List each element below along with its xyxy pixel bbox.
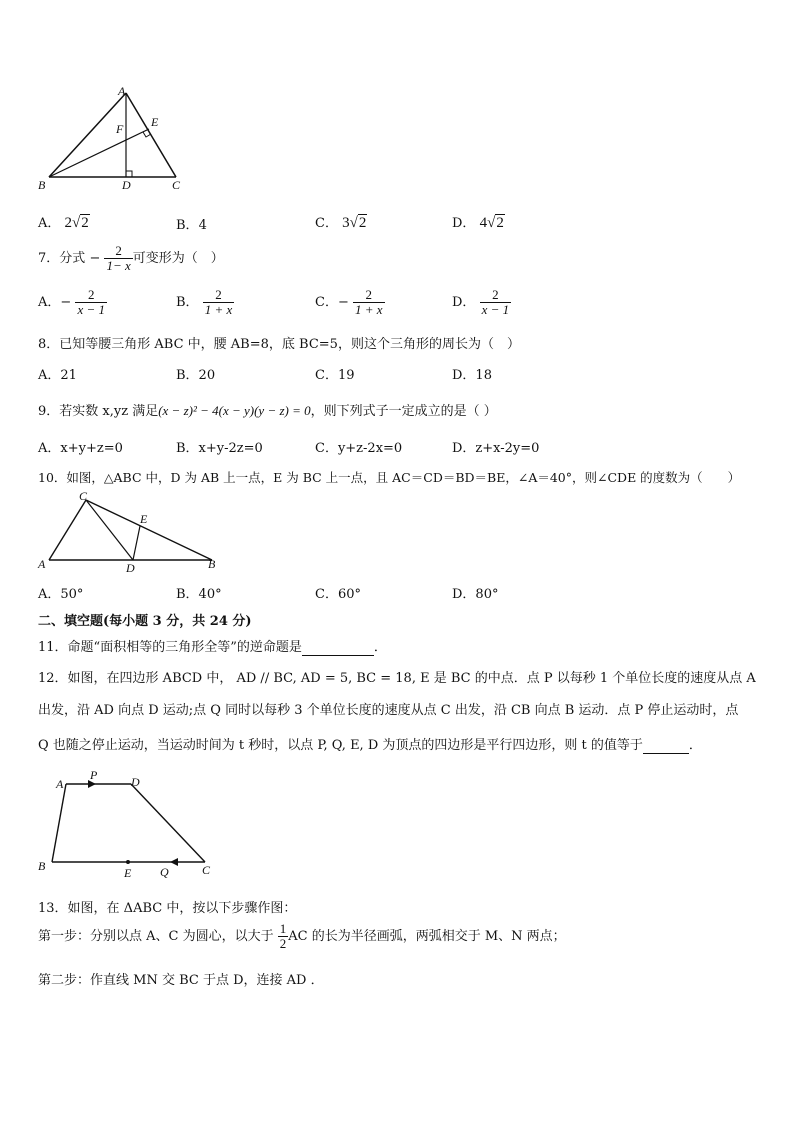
fig1-label-f: F bbox=[116, 122, 124, 136]
q7-stem: 7．分式 − $\frac{2}{1- x}$ 可变形为（ ） bbox=[38, 243, 224, 273]
q12-line-2: 出发，沿 AD 向点 D 运动;点 Q 同时以每秒 3 个单位长度的速度从点 C 出发，沿 CB 向点 B 运动．点 P 停止运动时，点 bbox=[38, 703, 739, 718]
q12-label-d: D bbox=[131, 775, 140, 789]
q12-label-p: P bbox=[90, 768, 98, 782]
q12-label-e: E bbox=[124, 866, 132, 880]
q9-stem: 9．若实数 x,yz 满足(x − z)² − 4(x − y)(y − z) = 0，则下列式子一定成立的是（ ） bbox=[38, 403, 497, 419]
fig1-label-d: D bbox=[122, 178, 131, 192]
figure-q10-triangle bbox=[34, 488, 224, 574]
q10-stem: 10．如图，△ABC 中，D 为 AB 上一点，E 为 BC 上一点，且 AC＝CD＝BD＝BE，∠A＝40°，则∠CDE 的度数为（ ） bbox=[38, 470, 741, 485]
fig1-label-b: B bbox=[38, 178, 46, 192]
q8-option-c: C．19 bbox=[315, 368, 355, 383]
q6-option-c: C． 3√2 bbox=[315, 215, 367, 231]
q12-line-1: 12．如图，在四边形 ABCD 中， AD // BC, AD = 5, BC = 18, E 是 BC 的中点．点 P 以每秒 1 个单位长度的速度从点 A bbox=[38, 671, 756, 686]
q10-label-c: C bbox=[79, 489, 88, 503]
q10-option-b: B．40° bbox=[176, 587, 222, 602]
q10-label-e: E bbox=[140, 512, 148, 526]
q9-option-d: D．z+x-2y=0 bbox=[452, 441, 540, 456]
q8-stem: 8．已知等腰三角形 ABC 中，腰 AB=8，底 BC=5，则这个三角形的周长为（ ） bbox=[38, 337, 520, 352]
section-heading-fill-in: 二、填空题(每小题 3 分，共 24 分) bbox=[38, 614, 252, 629]
q7-option-c: C．− $\frac{2}{1 + x}$ bbox=[315, 287, 383, 317]
q9-formula: (x − z)² − 4(x − y)(y − z) = 0 bbox=[158, 403, 311, 418]
figure-q12-trapezoid bbox=[34, 766, 224, 882]
q12-label-a: A bbox=[56, 777, 64, 791]
q10-option-a: A．50° bbox=[38, 587, 84, 602]
q10-label-d: D bbox=[126, 561, 135, 574]
q9-option-a: A．x+y+z=0 bbox=[38, 441, 123, 456]
q6-option-d: D． 4√2 bbox=[452, 215, 504, 231]
q9-option-c: C．y+z-2x=0 bbox=[315, 441, 403, 456]
fig1-label-c: C bbox=[172, 178, 181, 192]
q12-answer-blank bbox=[643, 738, 689, 754]
q12-line-3: Q 也随之停止运动，当运动时间为 t 秒时，以点 P, Q, E, D 为顶点的四边形是平行四边形，则 t 的值等于 ． bbox=[38, 738, 702, 753]
q8-option-d: D．18 bbox=[452, 368, 492, 383]
q6-option-a: A． 2√2 bbox=[38, 215, 89, 231]
q8-option-b: B．20 bbox=[176, 368, 216, 383]
q7-option-d: D． $\frac{2}{x - 1}$ bbox=[452, 287, 510, 317]
fig1-label-a: A bbox=[118, 84, 126, 98]
q12-label-b: B bbox=[38, 859, 46, 873]
q13-line-1: 13．如图，在 ΔABC 中，按以下步骤作图： bbox=[38, 901, 297, 916]
q12-label-q: Q bbox=[160, 865, 169, 879]
q7-option-a: A．− $\frac{2}{x - 1}$ bbox=[38, 287, 105, 317]
q11-stem: 11．命题“面积相等的三角形全等”的逆命题是 ． bbox=[38, 640, 387, 655]
q11-answer-blank bbox=[302, 640, 374, 656]
q10-option-d: D．80° bbox=[452, 587, 499, 602]
fig1-label-e: E bbox=[151, 115, 159, 129]
q13-step-1: 第一步：分别以点 A、C 为圆心，以大于 $\frac{1}{2}$ AC 的长为半径画弧，两弧相交于 M、N 两点； bbox=[38, 921, 566, 951]
q10-label-a: A bbox=[38, 557, 46, 571]
q10-label-b: B bbox=[208, 557, 216, 571]
q10-option-c: C．60° bbox=[315, 587, 361, 602]
q12-label-c: C bbox=[202, 863, 211, 877]
q6-option-b: B．4 bbox=[176, 218, 207, 233]
q8-option-a: A．21 bbox=[38, 368, 77, 383]
q9-option-b: B．x+y-2z=0 bbox=[176, 441, 263, 456]
figure-triangle-abc bbox=[30, 84, 200, 194]
q13-step-2: 第二步：作直线 MN 交 BC 于点 D，连接 AD ． bbox=[38, 973, 324, 988]
q7-option-b: B． $\frac{2}{1 + x}$ bbox=[176, 287, 233, 317]
